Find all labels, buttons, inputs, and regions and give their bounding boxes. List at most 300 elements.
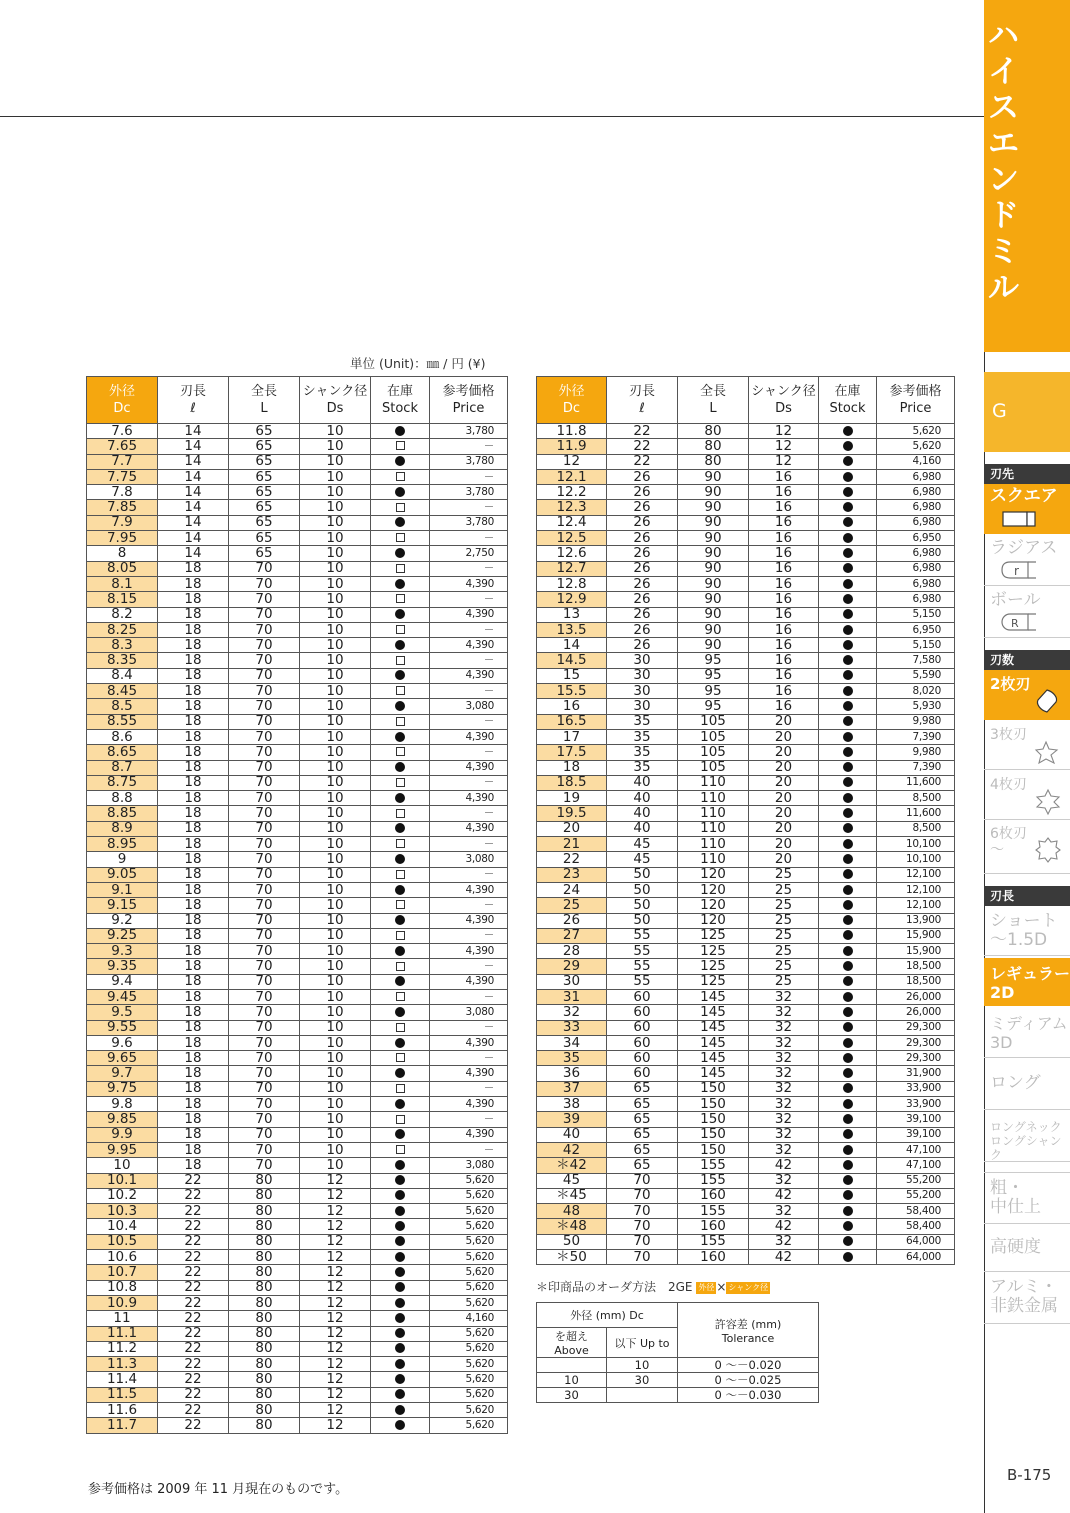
- cell-price: 5,150: [877, 638, 955, 653]
- table-row: [87, 485, 508, 500]
- cell-flute-length: 22: [158, 1311, 229, 1326]
- in-stock-dot: [843, 579, 853, 589]
- cell-overall-length: 70: [229, 837, 300, 852]
- nav-aluminum[interactable]: アルミ・ 非鉄金属: [984, 1274, 1070, 1324]
- cell-shank: 16: [749, 653, 819, 668]
- cell-dc: 13: [537, 607, 607, 622]
- cell-flute-length: 14: [158, 439, 229, 454]
- cell-stock: [371, 1265, 430, 1280]
- cell-flute-length: 18: [158, 1158, 229, 1173]
- cell-price: －: [430, 1142, 508, 1157]
- table-row: [87, 1372, 508, 1387]
- no-stock-square: [396, 1023, 405, 1032]
- cell-shank: 10: [300, 806, 371, 821]
- table-row: [537, 607, 955, 622]
- cell-price: 4,390: [430, 760, 508, 775]
- cell-dc: 9.05: [87, 867, 158, 882]
- cell-stock: [371, 928, 430, 943]
- nav-roughing[interactable]: 粗・ 中仕上: [984, 1172, 1070, 1224]
- cell-stock: [819, 561, 877, 576]
- cell-shank: 10: [300, 837, 371, 852]
- six-flute-icon: [1034, 836, 1062, 864]
- cell-flute-length: 18: [158, 1035, 229, 1050]
- cell-dc: 12.7: [537, 561, 607, 576]
- cell-price: 12,100: [877, 882, 955, 897]
- cell-dc: 10.2: [87, 1188, 158, 1203]
- cell-price: 26,000: [877, 989, 955, 1004]
- cell-dc: 11: [87, 1311, 158, 1326]
- cell-shank: 42: [749, 1250, 819, 1265]
- cell-flute-length: 55: [607, 928, 678, 943]
- cell-price: 5,620: [430, 1250, 508, 1265]
- in-stock-dot: [843, 1114, 853, 1124]
- cell-stock: [819, 622, 877, 637]
- col-header-overall-length: 全長 L: [678, 377, 749, 424]
- cell-dc: 12.1: [537, 469, 607, 484]
- cell-stock: [819, 714, 877, 729]
- cell-flute-length: 18: [158, 867, 229, 882]
- cell-overall-length: 80: [229, 1418, 300, 1433]
- cell-stock: [819, 424, 877, 439]
- cell-flute-length: 22: [158, 1403, 229, 1418]
- cell-stock: [819, 760, 877, 775]
- table-row: [537, 668, 955, 683]
- cell-flute-length: 60: [607, 1051, 678, 1066]
- cell-price: 55,200: [877, 1188, 955, 1203]
- cell-dc: 11.3: [87, 1357, 158, 1372]
- cell-overall-length: 95: [678, 668, 749, 683]
- table-row: [537, 944, 955, 959]
- cell-overall-length: 90: [678, 638, 749, 653]
- cell-dc: 30: [537, 974, 607, 989]
- cell-flute-length: 65: [607, 1112, 678, 1127]
- in-stock-dot: [395, 1068, 405, 1078]
- cell-stock: [371, 668, 430, 683]
- cell-dc: 15.5: [537, 684, 607, 699]
- cell-shank: 12: [300, 1295, 371, 1310]
- cell-overall-length: 145: [678, 1066, 749, 1081]
- table-row: [537, 546, 955, 561]
- cell-overall-length: 160: [678, 1250, 749, 1265]
- table-row: [87, 898, 508, 913]
- cell-stock: [819, 944, 877, 959]
- cell-stock: [371, 699, 430, 714]
- cell-price: 4,390: [430, 1066, 508, 1081]
- cell-stock: [371, 684, 430, 699]
- cell-stock: [371, 576, 430, 591]
- cell-flute-length: 26: [607, 546, 678, 561]
- cell-price: 3,080: [430, 852, 508, 867]
- nav-hardened[interactable]: 高硬度: [984, 1226, 1070, 1272]
- cell-shank: 16: [749, 485, 819, 500]
- cell-shank: 12: [300, 1234, 371, 1249]
- cell-overall-length: 80: [678, 454, 749, 469]
- cell-stock: [371, 1403, 430, 1418]
- in-stock-dot: [843, 992, 853, 1002]
- cell-stock: [371, 485, 430, 500]
- nav-medium[interactable]: ミディアム 3D: [984, 1008, 1070, 1058]
- in-stock-dot: [395, 1343, 405, 1353]
- cell-dc: 9.35: [87, 959, 158, 974]
- cell-price: 5,620: [430, 1204, 508, 1219]
- cell-overall-length: 70: [229, 653, 300, 668]
- in-stock-dot: [843, 670, 853, 680]
- cell-shank: 10: [300, 638, 371, 653]
- cell-price: 4,390: [430, 1097, 508, 1112]
- tol-header-dc: 外径 (mm) Dc: [537, 1303, 678, 1328]
- cell-overall-length: 70: [229, 1081, 300, 1096]
- cell-flute-length: 22: [158, 1280, 229, 1295]
- table-header-row: [537, 377, 955, 424]
- table-row: [537, 898, 955, 913]
- cell-dc: 10.6: [87, 1250, 158, 1265]
- cell-dc: 19: [537, 791, 607, 806]
- table-row: [537, 852, 955, 867]
- cell-shank: 10: [300, 913, 371, 928]
- cell-overall-length: 65: [229, 485, 300, 500]
- cell-dc: 9.25: [87, 928, 158, 943]
- cell-shank: 10: [300, 515, 371, 530]
- svg-text:R: R: [1011, 617, 1019, 630]
- no-stock-square: [396, 1053, 405, 1062]
- cell-shank: 10: [300, 760, 371, 775]
- cell-dc: 8.9: [87, 821, 158, 836]
- in-stock-dot: [843, 747, 853, 757]
- cell-dc: 8.75: [87, 775, 158, 790]
- cell-overall-length: 95: [678, 684, 749, 699]
- cell-stock: [371, 729, 430, 744]
- cell-stock: [371, 913, 430, 928]
- cell-shank: 12: [300, 1387, 371, 1402]
- no-stock-square: [396, 900, 405, 909]
- cell-dc: 7.85: [87, 500, 158, 515]
- cell-flute-length: 18: [158, 1112, 229, 1127]
- cell-overall-length: 65: [229, 500, 300, 515]
- cell-shank: 32: [749, 1234, 819, 1249]
- in-stock-dot: [395, 1236, 405, 1246]
- cell-flute-length: 18: [158, 622, 229, 637]
- cell-dc: 35: [537, 1051, 607, 1066]
- table-row: [87, 928, 508, 943]
- cell-dc: 9.8: [87, 1097, 158, 1112]
- cell-overall-length: 65: [229, 546, 300, 561]
- cell-dc: 9.95: [87, 1142, 158, 1157]
- cell-shank: 10: [300, 668, 371, 683]
- table-row: [537, 469, 955, 484]
- cell-shank: 20: [749, 745, 819, 760]
- cell-price: 5,620: [430, 1295, 508, 1310]
- in-stock-dot: [843, 946, 853, 956]
- nav-2-flute[interactable]: 2枚刃: [984, 670, 1070, 720]
- in-stock-dot: [395, 1190, 405, 1200]
- cell-flute-length: 14: [158, 424, 229, 439]
- in-stock-dot: [395, 1282, 405, 1292]
- cell-overall-length: 90: [678, 515, 749, 530]
- in-stock-dot: [843, 625, 853, 635]
- table-row: [537, 989, 955, 1004]
- cell-flute-length: 14: [158, 485, 229, 500]
- cell-price: 5,620: [430, 1188, 508, 1203]
- cell-price: 5,590: [877, 668, 955, 683]
- cell-flute-length: 18: [158, 1005, 229, 1020]
- cell-flute-length: 18: [158, 898, 229, 913]
- table-row: [537, 1250, 955, 1265]
- cell-stock: [371, 546, 430, 561]
- table-row: [87, 867, 508, 882]
- cell-shank: 25: [749, 867, 819, 882]
- cell-dc: 45: [537, 1173, 607, 1188]
- in-stock-dot: [843, 777, 853, 787]
- cell-shank: 16: [749, 699, 819, 714]
- cell-dc: 8.7: [87, 760, 158, 775]
- cell-shank: 20: [749, 837, 819, 852]
- cell-price: 6,980: [877, 592, 955, 607]
- table-row: [87, 1035, 508, 1050]
- cell-overall-length: 80: [229, 1341, 300, 1356]
- in-stock-dot: [395, 976, 405, 986]
- table-row: [87, 576, 508, 591]
- cell-price: 5,620: [430, 1234, 508, 1249]
- cell-dc: 7.65: [87, 439, 158, 454]
- cell-shank: 25: [749, 974, 819, 989]
- cell-price: 4,160: [877, 454, 955, 469]
- cell-stock: [819, 1127, 877, 1142]
- cell-stock: [819, 684, 877, 699]
- cell-shank: 12: [300, 1341, 371, 1356]
- cell-overall-length: 70: [229, 1005, 300, 1020]
- no-stock-square: [396, 564, 405, 573]
- table-row: [537, 714, 955, 729]
- table-row: [87, 515, 508, 530]
- cell-stock: [371, 714, 430, 729]
- table-row: [87, 561, 508, 576]
- cell-price: 26,000: [877, 1005, 955, 1020]
- no-stock-square: [396, 1084, 405, 1093]
- cell-shank: 10: [300, 1127, 371, 1142]
- cell-price: 5,620: [430, 1418, 508, 1433]
- cell-overall-length: 125: [678, 944, 749, 959]
- cell-stock: [819, 1081, 877, 1096]
- cell-shank: 20: [749, 791, 819, 806]
- cell-overall-length: 120: [678, 913, 749, 928]
- in-stock-dot: [395, 1206, 405, 1216]
- cell-stock: [371, 775, 430, 790]
- no-stock-square: [396, 503, 405, 512]
- cell-stock: [819, 454, 877, 469]
- in-stock-dot: [843, 1175, 853, 1185]
- cell-dc: 25: [537, 898, 607, 913]
- cell-overall-length: 80: [229, 1265, 300, 1280]
- cell-shank: 32: [749, 1005, 819, 1020]
- cell-dc: 22: [537, 852, 607, 867]
- spec-table-right: [536, 376, 955, 1265]
- cell-shank: 25: [749, 882, 819, 897]
- cell-stock: [819, 531, 877, 546]
- in-stock-dot: [843, 594, 853, 604]
- cell-overall-length: 70: [229, 1142, 300, 1157]
- cell-overall-length: 65: [229, 424, 300, 439]
- table-row: [537, 745, 955, 760]
- in-stock-dot: [843, 839, 853, 849]
- cell-flute-length: 18: [158, 1081, 229, 1096]
- no-stock-square: [396, 686, 405, 695]
- cell-overall-length: 80: [229, 1188, 300, 1203]
- cell-price: 3,080: [430, 1005, 508, 1020]
- table-row: [537, 1204, 955, 1219]
- table-row: [87, 944, 508, 959]
- series-tab[interactable]: G: [984, 372, 1070, 452]
- cell-flute-length: 14: [158, 469, 229, 484]
- cell-stock: [819, 1219, 877, 1234]
- cell-stock: [371, 1112, 430, 1127]
- cell-shank: 16: [749, 592, 819, 607]
- cell-overall-length: 160: [678, 1219, 749, 1234]
- cell-dc: 8.85: [87, 806, 158, 821]
- table-row: [87, 745, 508, 760]
- in-stock-dot: [843, 885, 853, 895]
- cell-flute-length: 55: [607, 974, 678, 989]
- table-row: [87, 1219, 508, 1234]
- nav-long-neck[interactable]: ロングネック ロングシャンク: [984, 1112, 1070, 1162]
- cell-dc: 24: [537, 882, 607, 897]
- cell-stock: [819, 469, 877, 484]
- cell-dc: 11.1: [87, 1326, 158, 1341]
- cell-price: －: [430, 775, 508, 790]
- in-stock-dot: [395, 1374, 405, 1384]
- nav-6-flute[interactable]: 6枚刃 ～: [984, 822, 1070, 874]
- col-header-shank: シャンク径 Ds: [749, 377, 819, 424]
- in-stock-dot: [843, 732, 853, 742]
- nav-4-flute[interactable]: 4枚刃: [984, 772, 1070, 820]
- cell-stock: [371, 959, 430, 974]
- nav-square[interactable]: スクエア: [984, 484, 1070, 534]
- cell-price: 33,900: [877, 1097, 955, 1112]
- col-header-dc: 外径 Dc: [537, 377, 607, 424]
- cell-flute-length: 14: [158, 454, 229, 469]
- cell-shank: 32: [749, 1142, 819, 1157]
- table-row: [87, 989, 508, 1004]
- footer-note: 参考価格は 2009 年 11 月現在のものです。: [88, 1482, 349, 1497]
- cell-stock: [819, 1142, 877, 1157]
- table-row: [87, 684, 508, 699]
- cell-shank: 16: [749, 622, 819, 637]
- cell-shank: 12: [300, 1188, 371, 1203]
- nav-radius[interactable]: ラジアス r: [984, 536, 1070, 586]
- cell-flute-length: 50: [607, 882, 678, 897]
- in-stock-dot: [395, 701, 405, 711]
- cell-price: 39,100: [877, 1127, 955, 1142]
- cell-flute-length: 18: [158, 944, 229, 959]
- table-row: [87, 469, 508, 484]
- cell-price: 13,900: [877, 913, 955, 928]
- cell-stock: [819, 852, 877, 867]
- cell-stock: [819, 791, 877, 806]
- section-length: 刃長: [984, 886, 1070, 906]
- table-row: [87, 959, 508, 974]
- cell-overall-length: 90: [678, 607, 749, 622]
- cell-shank: 10: [300, 561, 371, 576]
- cell-dc: 12.3: [537, 500, 607, 515]
- table-row: [87, 1250, 508, 1265]
- cell-flute-length: 60: [607, 989, 678, 1004]
- cell-dc: 37: [537, 1081, 607, 1096]
- cell-price: 6,980: [877, 500, 955, 515]
- cell-flute-length: 70: [607, 1173, 678, 1188]
- nav-long[interactable]: ロング: [984, 1060, 1070, 1110]
- cell-shank: 10: [300, 424, 371, 439]
- table-row: [87, 821, 508, 836]
- cell-stock: [819, 1234, 877, 1249]
- cell-dc: 10.1: [87, 1173, 158, 1188]
- cell-dc: 9.6: [87, 1035, 158, 1050]
- cell-flute-length: 55: [607, 944, 678, 959]
- cell-stock: [371, 974, 430, 989]
- tol-row: 30 0 ～－0.030: [537, 1388, 819, 1403]
- table-row: [537, 1127, 955, 1142]
- table-header-row: [87, 377, 508, 424]
- cell-stock: [819, 959, 877, 974]
- cell-price: 58,400: [877, 1204, 955, 1219]
- cell-dc: 38: [537, 1097, 607, 1112]
- table-row: [87, 668, 508, 683]
- cell-stock: [819, 1066, 877, 1081]
- in-stock-dot: [843, 472, 853, 482]
- cell-shank: 32: [749, 1035, 819, 1050]
- tag-shank-diameter: シャンク径: [728, 1282, 769, 1292]
- in-stock-dot: [395, 1420, 405, 1430]
- in-stock-dot: [395, 885, 405, 895]
- cell-flute-length: 35: [607, 760, 678, 775]
- cell-overall-length: 70: [229, 576, 300, 591]
- in-stock-dot: [395, 946, 405, 956]
- cell-price: －: [430, 959, 508, 974]
- category-title: ハイスエンドミル: [988, 18, 1019, 306]
- in-stock-dot: [843, 609, 853, 619]
- nav-3-flute[interactable]: 3枚刃: [984, 722, 1070, 770]
- cell-dc: 27: [537, 928, 607, 943]
- nav-short[interactable]: ショート ～1.5D: [984, 906, 1070, 956]
- in-stock-dot: [843, 716, 853, 726]
- table-row: [87, 1051, 508, 1066]
- table-row: [537, 1005, 955, 1020]
- cell-shank: 10: [300, 439, 371, 454]
- nav-ball[interactable]: ボール R: [984, 588, 1070, 638]
- cell-price: －: [430, 1081, 508, 1096]
- table-row: [87, 1158, 508, 1173]
- cell-flute-length: 30: [607, 668, 678, 683]
- cell-shank: 10: [300, 974, 371, 989]
- cell-shank: 10: [300, 546, 371, 561]
- cell-dc: 8.5: [87, 699, 158, 714]
- cell-dc: 9.7: [87, 1066, 158, 1081]
- cell-overall-length: 70: [229, 760, 300, 775]
- cell-dc: 7.9: [87, 515, 158, 530]
- table-row: [537, 959, 955, 974]
- cell-price: 6,950: [877, 531, 955, 546]
- cell-stock: [371, 1357, 430, 1372]
- nav-regular[interactable]: レギュラー 2D: [984, 958, 1070, 1006]
- cell-overall-length: 120: [678, 898, 749, 913]
- cell-stock: [371, 1295, 430, 1310]
- cell-overall-length: 90: [678, 546, 749, 561]
- cell-flute-length: 26: [607, 576, 678, 591]
- cell-shank: 20: [749, 760, 819, 775]
- in-stock-dot: [843, 930, 853, 940]
- in-stock-dot: [395, 1313, 405, 1323]
- cell-dc: 23: [537, 867, 607, 882]
- cell-overall-length: 80: [229, 1311, 300, 1326]
- cell-shank: 32: [749, 1066, 819, 1081]
